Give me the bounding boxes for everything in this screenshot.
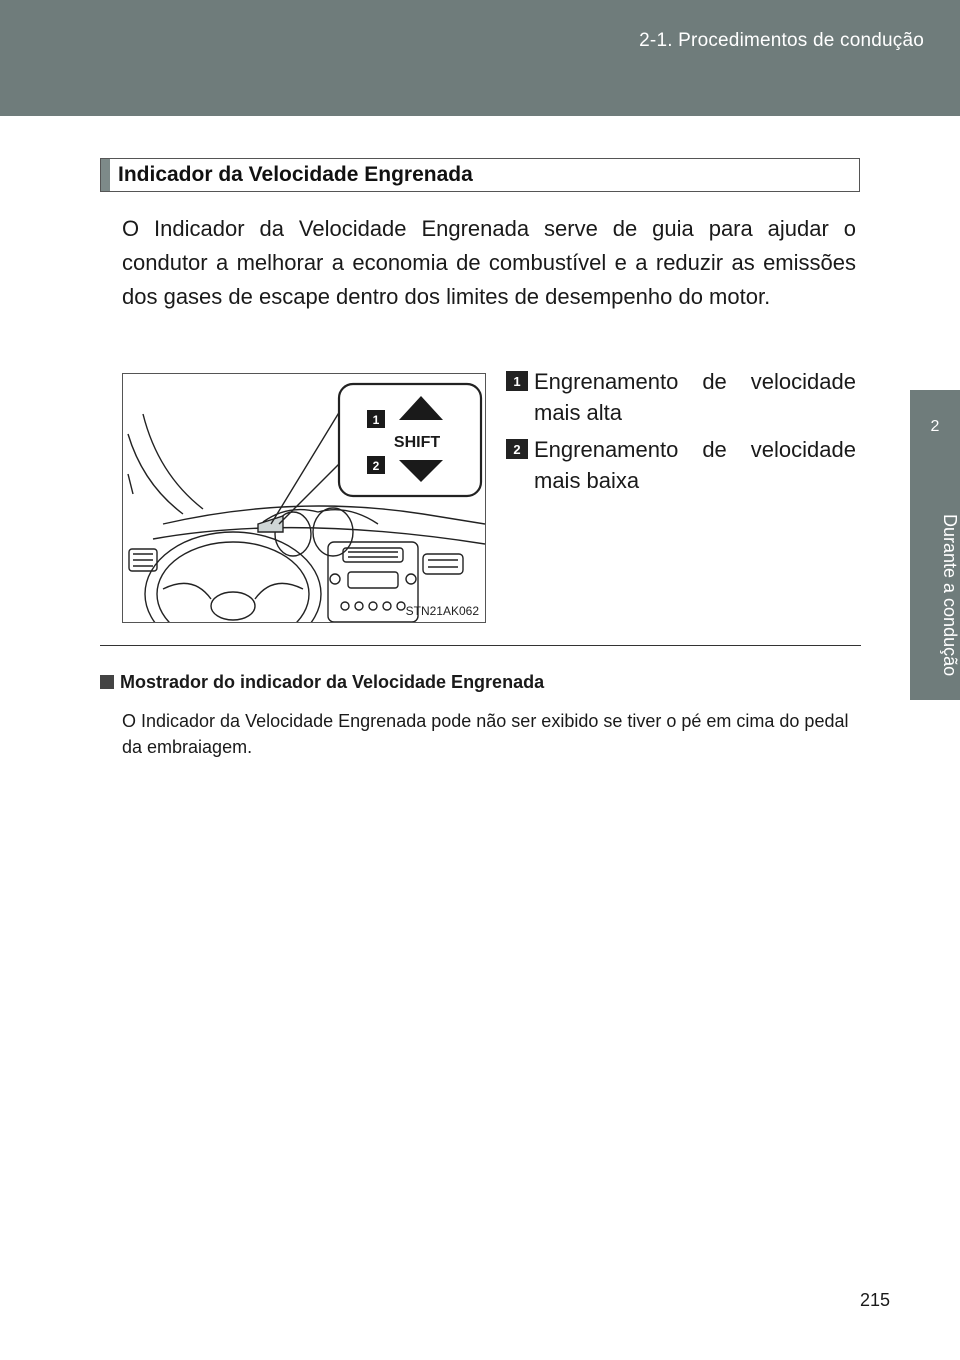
figure-code: STN21AK062 — [405, 604, 479, 618]
page-number: 215 — [859, 1290, 890, 1310]
legend-line-2: mais alta — [534, 400, 623, 425]
note-body: O Indicador da Velocidade Engrenada pode não ser exibido se tiver o pé em cima do pedal da embraiagem. — [122, 711, 849, 757]
dashboard-illustration — [122, 373, 486, 623]
legend-number-badge: 1 — [506, 371, 528, 391]
figure-up-number: 1 — [372, 413, 380, 427]
legend-text — [534, 366, 856, 428]
legend-line-1: Engrenamento de velocidade — [534, 369, 856, 394]
side-tab-number: 2 — [930, 418, 940, 435]
legend-number-badge: 2 — [506, 439, 528, 459]
section-header — [100, 158, 860, 192]
dashboard-drawing — [123, 374, 485, 622]
header-band — [0, 0, 960, 116]
side-tab-label: Durante a condução — [940, 513, 960, 677]
chapter-title: 2-1. Procedimentos de condução — [639, 30, 924, 51]
legend-line-1: Engrenamento de velocidade — [534, 437, 856, 462]
note-heading-text: Mostrador do indicador da Velocidade Engrenada — [120, 672, 545, 692]
section-title: Indicador da Velocidade Engrenada — [118, 163, 473, 186]
square-bullet-icon — [100, 675, 114, 689]
intro-paragraph: O Indicador da Velocidade Engrenada serve de guia para ajudar o condutor a melhorar a economia de combustível e a reduzir as emissões dos gases de escape dentro dos limites de desempenho do motor. — [122, 216, 856, 309]
section-divider — [100, 645, 861, 646]
legend-text — [534, 434, 856, 496]
legend-line-2: mais baixa — [534, 468, 640, 493]
shift-label: SHIFT — [393, 434, 441, 451]
section-header-bar — [101, 159, 110, 191]
note-heading — [100, 672, 544, 693]
figure-down-number: 2 — [372, 459, 380, 473]
